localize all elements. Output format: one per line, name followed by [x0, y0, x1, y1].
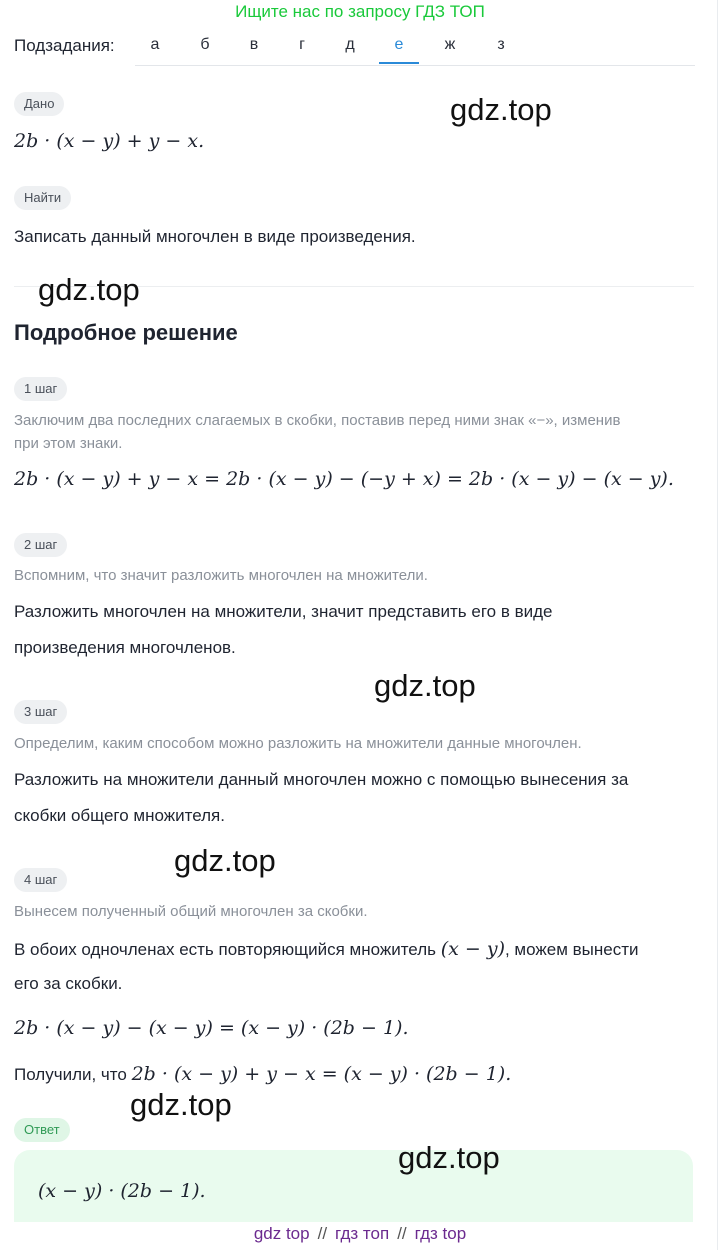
footer-link-2[interactable]: гдз топ [335, 1224, 390, 1243]
step-4-expression: 2b · (x − y) − (x − y) = (x − y) · (2b − 1). [14, 1017, 409, 1039]
subtask-tab-e[interactable]: е [379, 36, 419, 64]
step-4-result-math: 2b · (x − y) + y − x = (x − y) · (2b − 1). [131, 1063, 512, 1085]
step-3-text-line2: скобки общего множителя. [14, 806, 225, 825]
step-4-chip: 4 шаг [14, 868, 67, 892]
given-expression: 2b · (x − y) + y − x. [14, 130, 205, 152]
footer-links [0, 1224, 720, 1244]
subtask-tab-g[interactable]: г [299, 36, 305, 53]
step-1-expression: 2b · (x − y) + y − x = 2b · (x − y) − (−y + x) = 2b · (x − y) − (x − y). [14, 468, 674, 490]
step-1-chip: 1 шаг [14, 377, 67, 401]
footer-separator: // [397, 1224, 407, 1243]
step-2-hint: Вспомним, что значит разложить многочлен на множители. [14, 567, 428, 584]
step-4-result [14, 1063, 511, 1085]
step-2-text-line1: Разложить многочлен на множители, значит представить его в виде [14, 602, 553, 621]
step-4-inline-math: (x − y) [440, 938, 505, 960]
subtasks-label: Подзадания: [14, 36, 115, 55]
watermark: gdz.top [374, 668, 476, 703]
solution-title: Подробное решение [14, 320, 238, 345]
step-1-hint-line2: при этом знаки. [14, 435, 123, 452]
given-chip: Дано [14, 92, 64, 116]
step-4-result-prefix: Получили, что [14, 1065, 132, 1084]
watermark: gdz.top [398, 1140, 500, 1175]
step-4-text-line2: его за скобки. [14, 974, 123, 993]
subtask-tab-z[interactable]: з [497, 36, 505, 53]
find-chip: Найти [14, 186, 71, 210]
find-text: Записать данный многочлен в виде произведения. [14, 227, 416, 246]
footer-separator: // [317, 1224, 328, 1243]
watermark: gdz.top [38, 272, 140, 307]
step-2-text-line2: произведения многочленов. [14, 638, 236, 657]
step-4-text-line1 [14, 938, 639, 960]
footer-link-3[interactable]: гдз top [414, 1224, 467, 1243]
subtask-tab-v[interactable]: в [249, 36, 259, 53]
search-banner: Ищите нас по запросу ГДЗ ТОП [235, 2, 485, 21]
step-4-text-part-b: , можем вынести [504, 940, 639, 959]
step-3-text-line1: Разложить на множители данный многочлен можно с помощью вынесения за [14, 770, 629, 789]
subtask-tab-d[interactable]: д [345, 36, 355, 53]
subtask-tab-zh[interactable]: ж [444, 36, 456, 53]
step-1-hint-line1: Заключим два последних слагаемых в скобки, поставив перед ними знак «−», изменив [14, 412, 621, 429]
watermark: gdz.top [130, 1087, 232, 1122]
step-3-hint: Определим, каким способом можно разложить на множители данные многочлен. [14, 735, 582, 752]
subtask-tab-b[interactable]: б [200, 36, 210, 53]
subtask-tab-a[interactable]: а [150, 36, 160, 53]
watermark: gdz.top [450, 92, 552, 127]
right-divider [717, 0, 718, 1250]
footer-link-1[interactable]: gdz top [253, 1224, 310, 1243]
watermark: gdz.top [174, 843, 276, 878]
step-4-hint: Вынесем полученный общий многочлен за скобки. [14, 903, 368, 920]
subtasks-underline [135, 65, 695, 66]
step-4-text-part-a: В обоих одночленах есть повторяющийся множитель [14, 940, 441, 959]
answer-expression: (x − y) · (2b − 1). [38, 1180, 206, 1202]
step-3-chip: 3 шаг [14, 700, 67, 724]
answer-chip: Ответ [14, 1118, 70, 1142]
step-2-chip: 2 шаг [14, 533, 67, 557]
